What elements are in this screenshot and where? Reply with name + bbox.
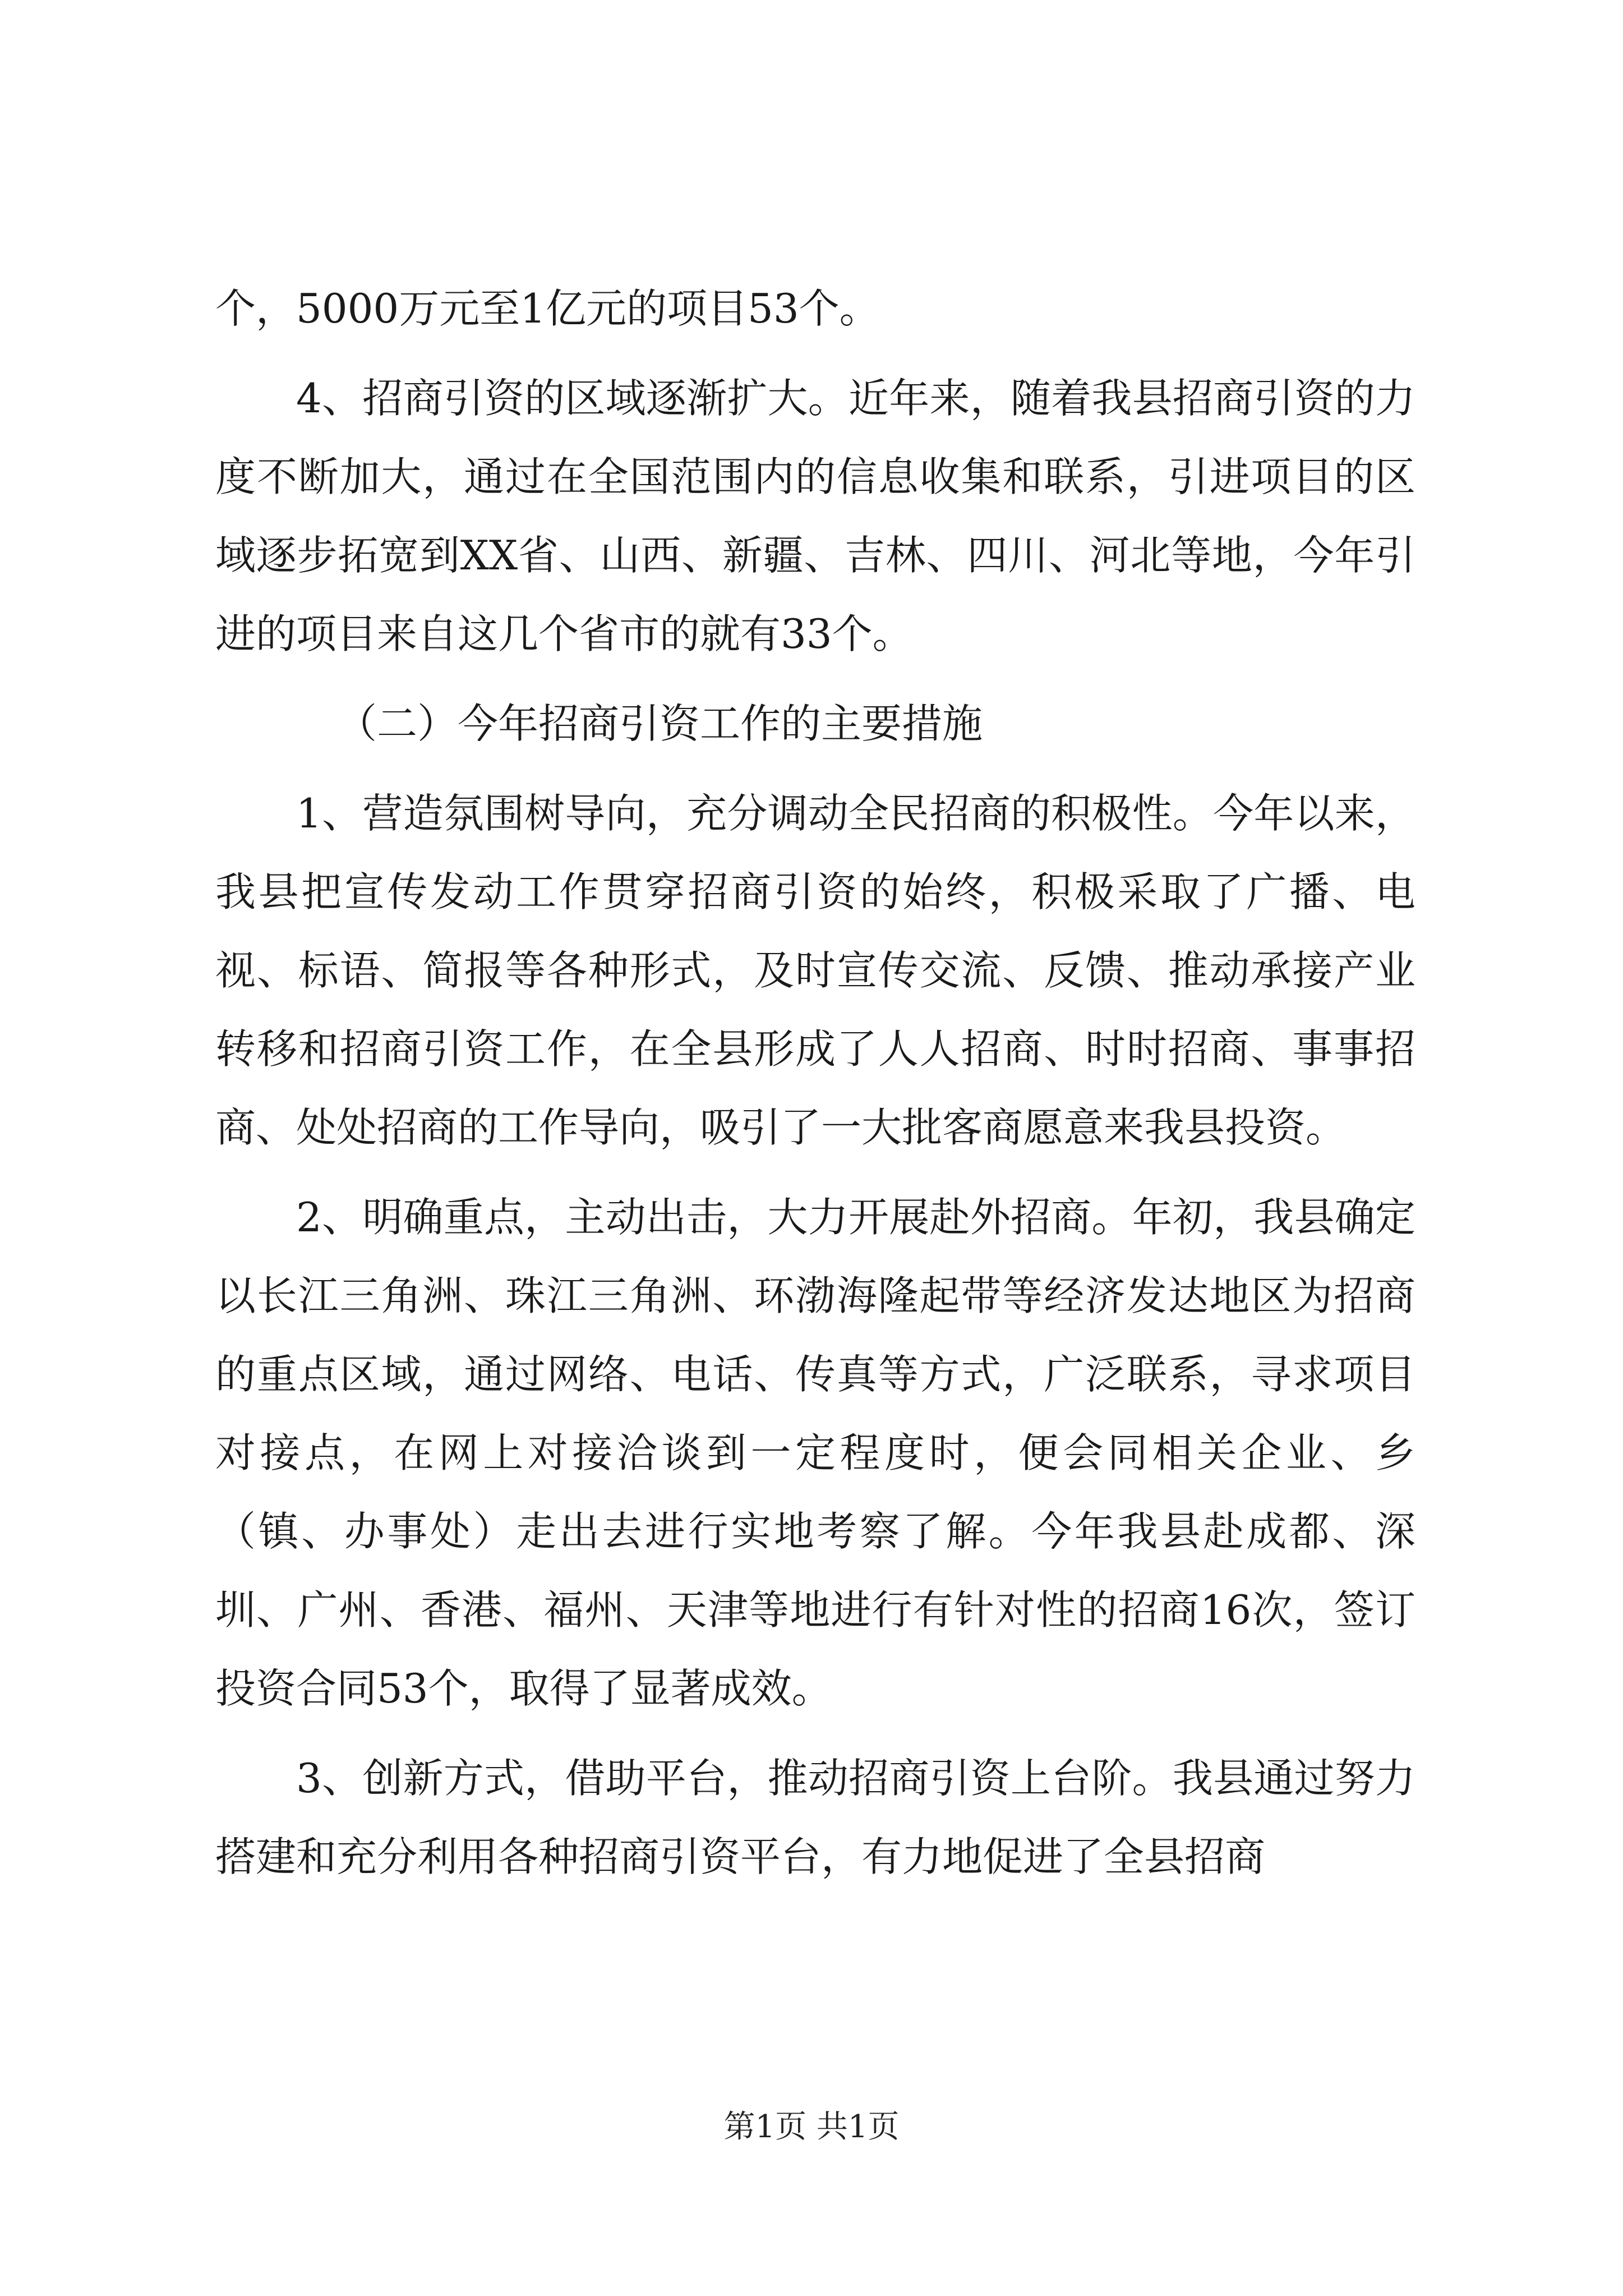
- paragraph-external-investment: 2、明确重点，主动出击，大力开展赴外招商。年初，我县确定以长江三角洲、珠江三角洲、环渤海隆起带等经济发达地区为招商的重点区域，通过网络、电话、传真等方式，广泛联系，寻求项目对接点，在网上对接洽谈到一定程度时，便会同相关企业、乡（镇、办事处）走出去进行实地考察了解。今年我县赴成都、深圳、广州、香港、福州、天津等地进行有针对性的招商16次，签订投资合同53个，取得了显著成效。: [215, 1194, 1415, 1712]
- paragraph-continuation: 个，5000万元至1亿元的项目53个。: [215, 285, 880, 332]
- page-number-label: 第1页 共1页: [723, 2109, 900, 2145]
- paragraph-atmosphere-guidance: 1、营造氛围树导向，充分调动全民招商的积极性。今年以来，我县把宣传发动工作贯穿招商引资的始终，积极采取了广播、电视、标语、简报等各种形式，及时宣传交流、反馈、推动承接产业转移和招商引资工作，在全县形成了人人招商、时时招商、事事招商、处处招商的工作导向，吸引了一大批客商愿意来我县投资。: [215, 790, 1415, 1151]
- section-heading-main-measures: （二）今年招商引资工作的主要措施: [336, 700, 983, 747]
- paragraph-platform-innovation: 3、创新方式，借助平台，推动招商引资上台阶。我县通过努力搭建和充分利用各种招商引资平台，有力地促进了全县招商: [215, 1755, 1415, 1880]
- document-body: [215, 269, 1415, 1907]
- paragraph-region-expansion: 4、招商引资的区域逐渐扩大。近年来，随着我县招商引资的力度不断加大，通过在全国范围内的信息收集和联系，引进项目的区域逐步拓宽到XX省、山西、新疆、吉林、四川、河北等地，今年引进的项目来自这几个省市的就有33个。: [215, 375, 1415, 657]
- page-footer: [0, 2105, 1623, 2150]
